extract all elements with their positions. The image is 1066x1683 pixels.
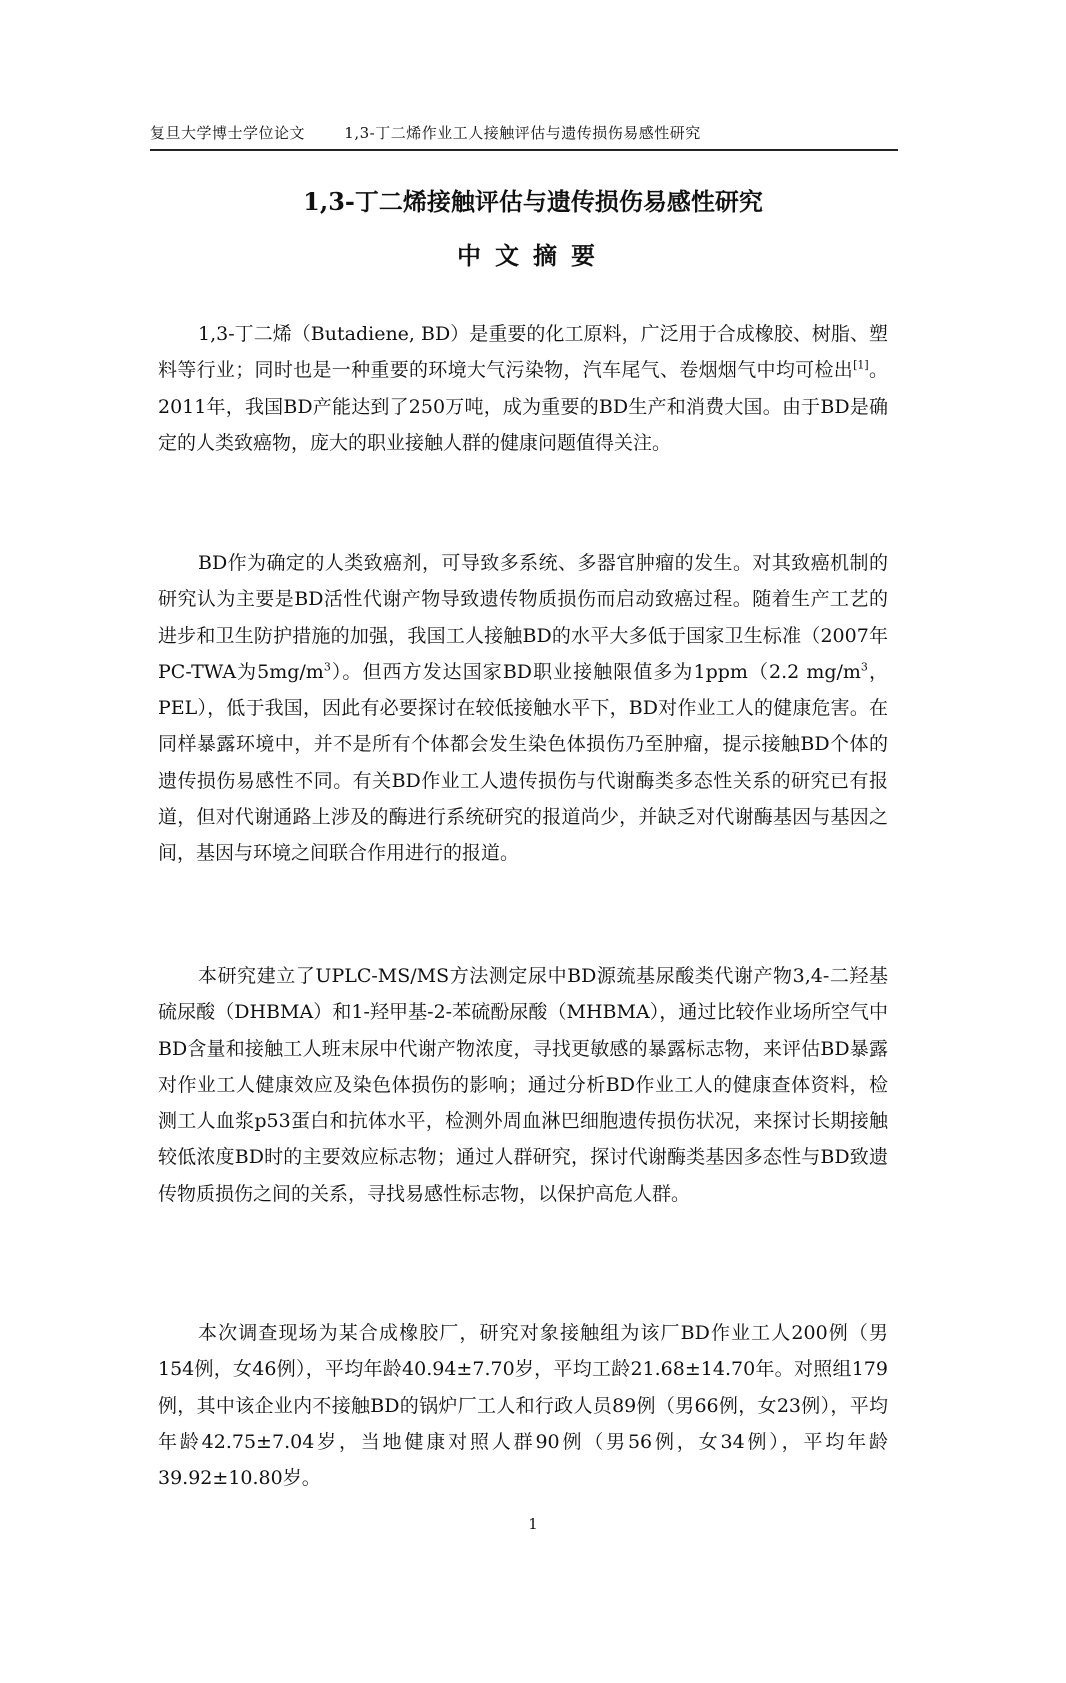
p2-sup-1: 3 (323, 660, 331, 674)
section-title: 中文摘要 (457, 241, 609, 270)
p1-text-a: 1,3-丁二烯（Butadiene, BD）是重要的化工原料，广泛用于合成橡胶、树脂、塑料等行业；同时也是一种重要的环境大气污染物，汽车尾气、卷烟烟气中均可检出 (158, 323, 888, 382)
page-number: 1 (528, 1515, 538, 1533)
abstract-paragraph-1 (158, 316, 888, 461)
p2-text-a: BD作为确定的人类致癌剂，可导致多系统、多器官肿瘤的发生。对其致癌机制的研究认为主要是BD活性代谢产物导致遗传物质损伤而启动致癌过程。随着生产工艺的进步和卫生防护措施的加强，我国工人接触BD的水平大多低于国家卫生标准（2007年PC-TWA为5mg/m (158, 552, 888, 683)
header-running-title: 1,3-丁二烯作业工人接触评估与遗传损伤易感性研究 (344, 124, 701, 142)
p2-text-c: ，PEL），低于我国，因此有必要探讨在较低接触水平下，BD对作业工人的健康危害。在同样暴露环境中，并不是所有个体都会发生染色体损伤乃至肿瘤，提示接触BD个体的遗传损伤易感性不同。有关BD作业工人遗传损伤与代谢酶类多态性关系的研究已有报道，但对代谢通路上涉及的酶进行系统研究的报道尚少，并缺乏对代谢酶基因与基因之间，基因与环境之间联合作用进行的报道。 (158, 660, 888, 865)
abstract-paragraph-4: 本次调查现场为某合成橡胶厂，研究对象接触组为该厂BD作业工人200例（男154例，女46例），平均年龄40.94±7.70岁，平均工龄21.68±14.70年。对照组179例，其中该企业内不接触BD的锅炉厂工人和行政人员89例（男66例，女23例），平均年龄42.75±7.04岁，当地健康对照人群90例（男56例，女34例），平均年龄39.92±10.80岁。 (158, 1322, 888, 1490)
paper-title: 1,3-丁二烯接触评估与遗传损伤易感性研究 (303, 187, 763, 216)
running-header (150, 122, 898, 151)
p1-text-b: 。2011年，我国BD产能达到了250万吨，成为重要的BD生产和消费大国。由于BD是确定的人类致癌物，庞大的职业接触人群的健康问题值得关注。 (158, 359, 888, 454)
abstract-paragraph-3: 本研究建立了UPLC-MS/MS方法测定尿中BD源巯基尿酸类代谢产物3,4-二羟基硫尿酸（DHBMA）和1-羟甲基-2-苯硫酚尿酸（MHBMA），通过比较作业场所空气中BD含量和接触工人班末尿中代谢产物浓度，寻找更敏感的暴露标志物，来评估BD暴露对作业工人健康效应及染色体损伤的影响；通过分析BD作业工人的健康查体资料，检测工人血浆p53蛋白和抗体水平，检测外周血淋巴细胞遗传损伤状况，来探讨长期接触较低浓度BD时的主要效应标志物；通过人群研究，探讨代谢酶类基因多态性与BD致遗传物质损伤之间的关系，寻找易感性标志物，以保护高危人群。 (158, 965, 888, 1205)
abstract-paragraph-2 (158, 545, 888, 872)
p2-text-b: ）。但西方发达国家BD职业接触限值多为1ppm（2.2 mg/m (330, 660, 861, 683)
header-university: 复旦大学博士学位论文 (150, 124, 306, 142)
citation-ref: [1] (853, 358, 869, 372)
p2-sup-2: 3 (860, 660, 868, 674)
